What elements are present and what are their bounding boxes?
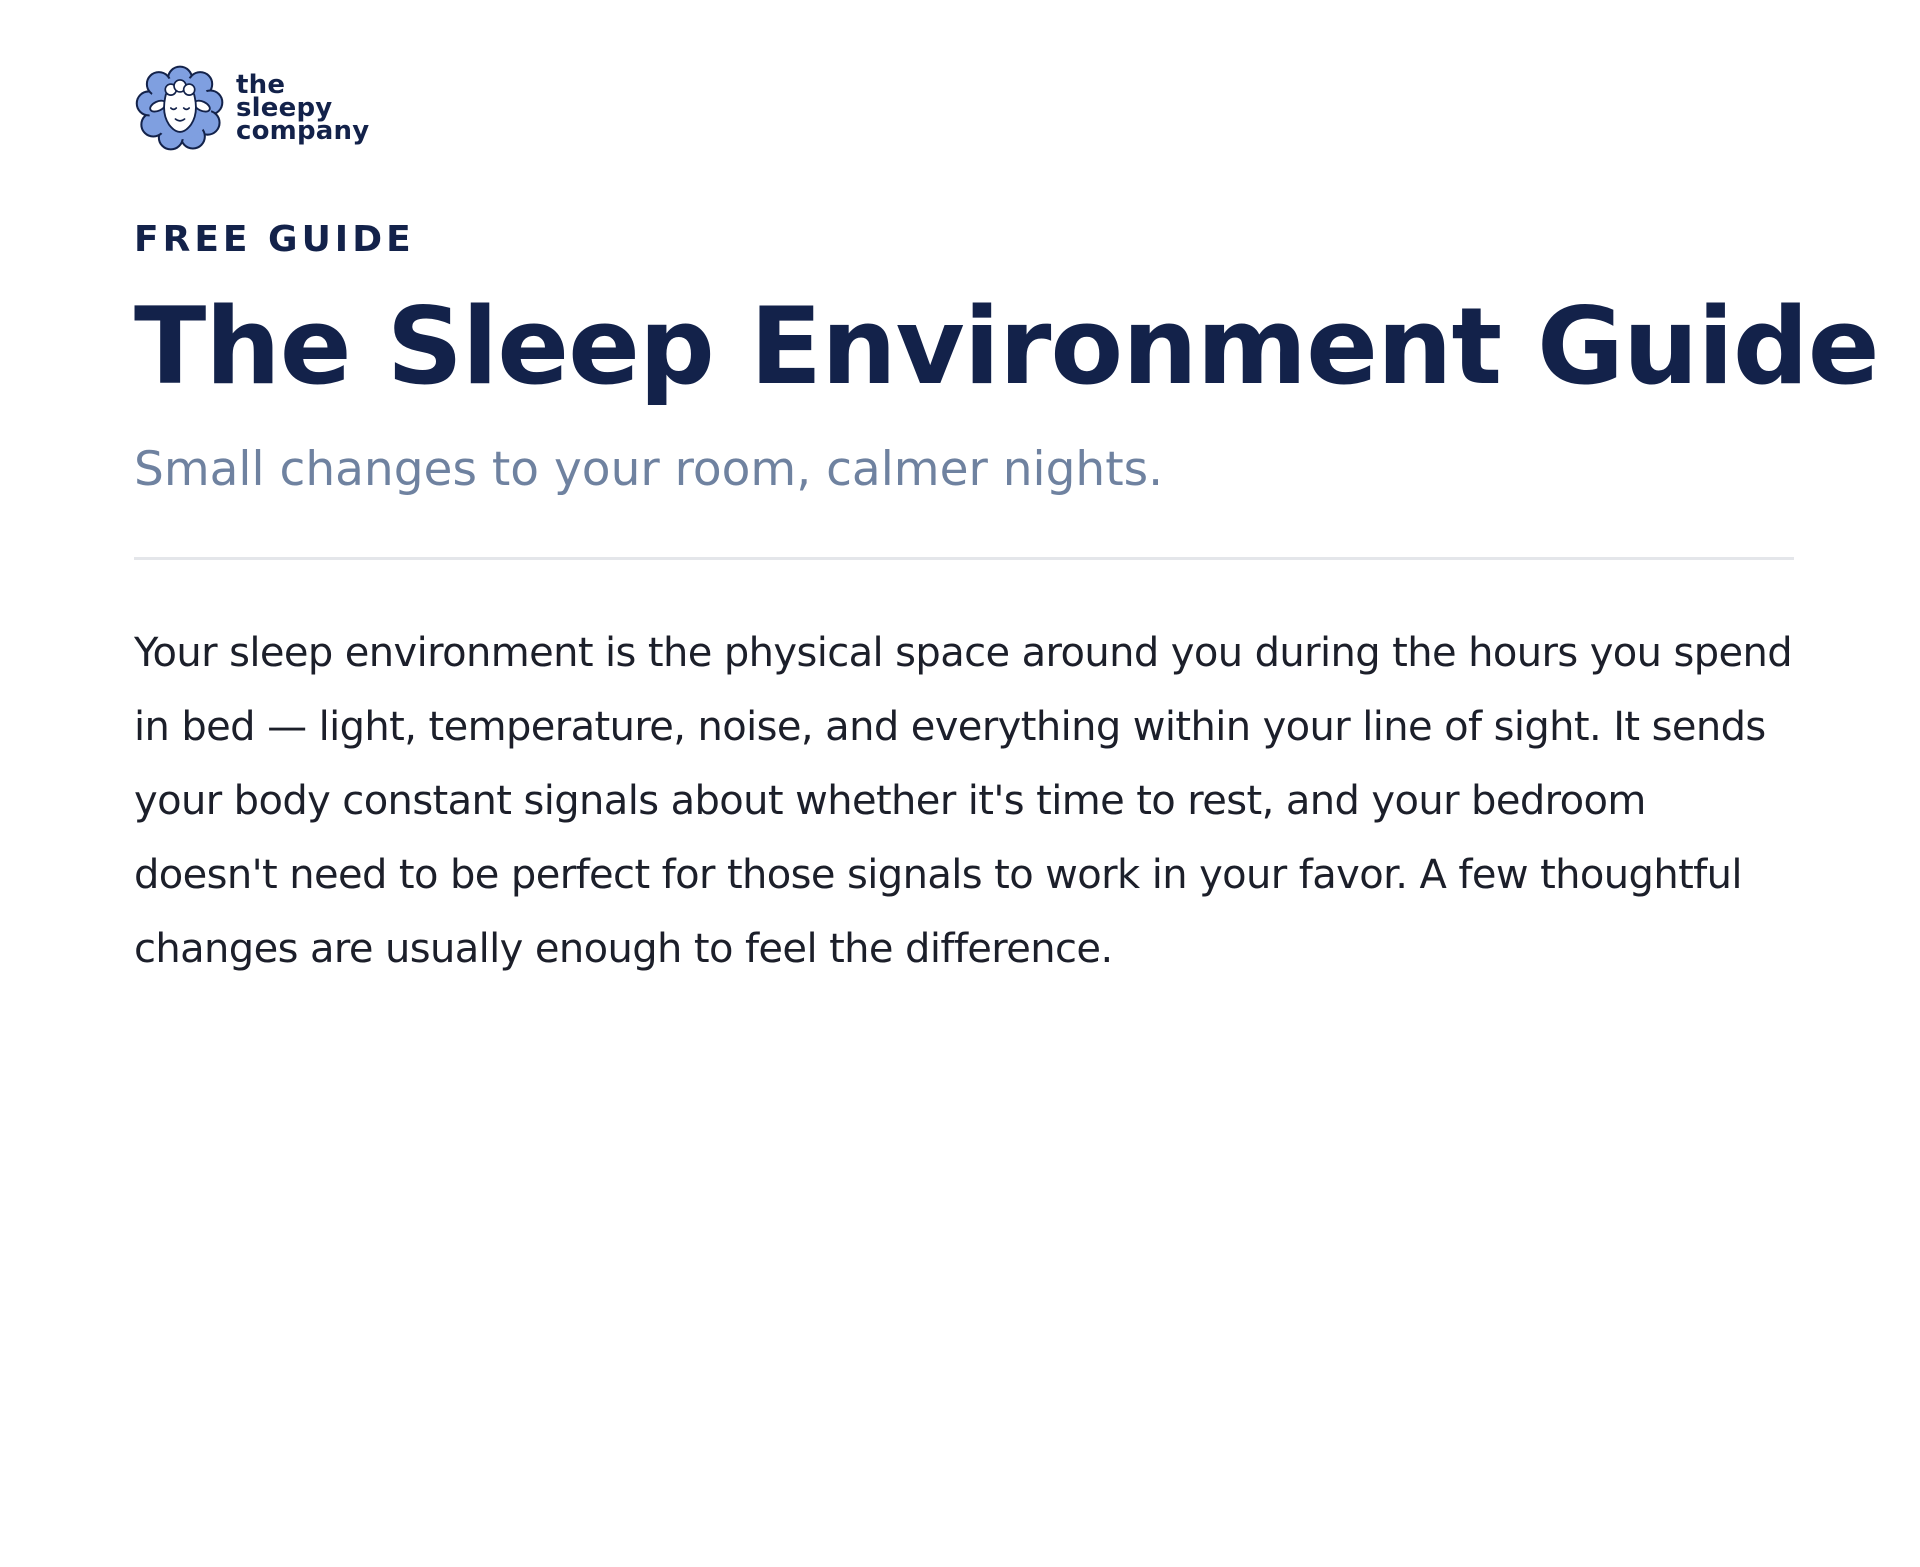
section-divider [134,557,1794,560]
page-title: The Sleep Environment Guide [134,285,1879,408]
brand-word-3: company [236,115,370,146]
guide-eyebrow: FREE GUIDE [134,219,415,260]
brand-logo [134,62,369,154]
brand-word-1: the [236,69,286,100]
page-subtitle: Small changes to your room, calmer nights. [134,442,1164,497]
brand-word-2: sleepy [236,92,333,123]
brand-wordmark [236,69,370,146]
intro-paragraph: Your sleep environment is the physical space around you during the hours you spend in bed — light, temperature, noise, and everything within your line of sight. It sends your body constant signals about whether it's time to rest, and your bedroom doesn't need to be perfect for those signals to work in your favor. A few thoughtful changes are usually enough to feel the difference. [134,630,1793,972]
sleeping-sheep-cloud-icon [134,62,226,154]
